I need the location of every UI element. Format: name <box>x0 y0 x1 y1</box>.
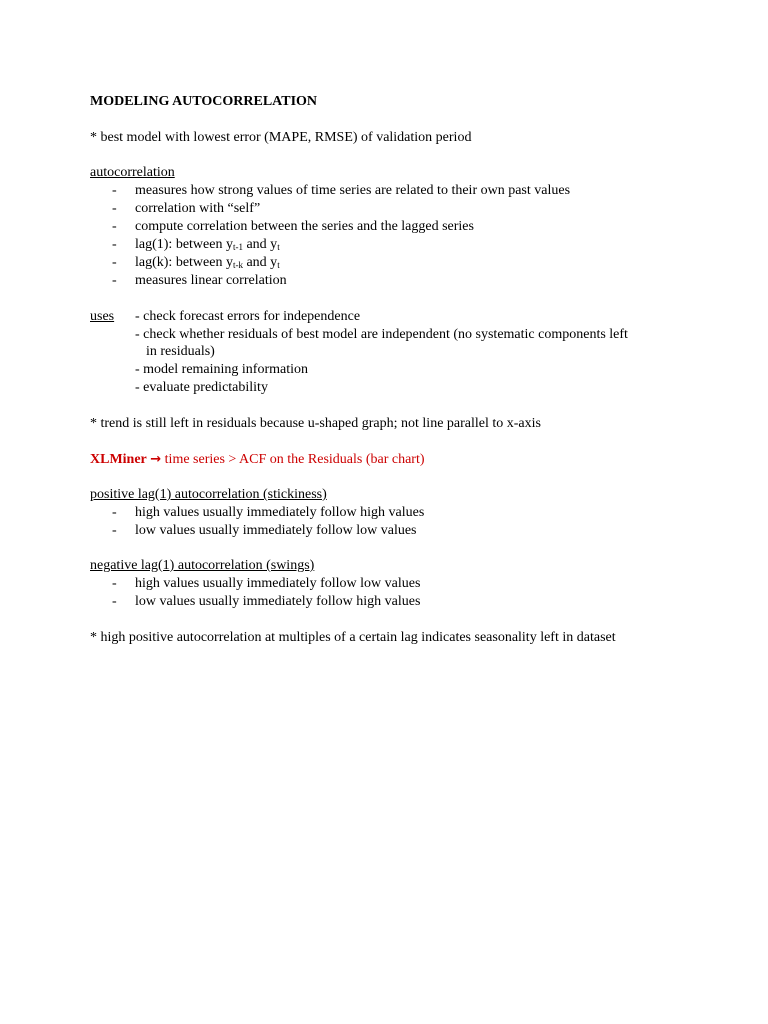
bullet-marker: - <box>112 237 117 252</box>
xlminer-instruction <box>90 451 425 469</box>
list-item-lag1 <box>135 236 280 254</box>
lagk-mid: and y <box>242 255 278 270</box>
uses-item: - model remaining information <box>135 362 309 377</box>
list-item: high values usually immediately follow high values <box>135 505 425 520</box>
xlminer-label: XLMiner <box>90 452 147 467</box>
bullet-marker: - <box>112 576 117 591</box>
lag1-sub2: t <box>277 242 280 252</box>
list-item-lagk <box>135 254 280 272</box>
lag1-prefix: lag(1): between y <box>135 237 233 252</box>
section-heading-uses: uses <box>90 309 115 324</box>
section-heading-autocorrelation: autocorrelation <box>90 165 175 180</box>
bullet-marker: - <box>112 273 117 288</box>
lag1-mid: and y <box>242 237 278 252</box>
bullet-marker: - <box>112 183 117 198</box>
bullet-marker: - <box>112 201 117 216</box>
note-trend: * trend is still left in residuals because u-shaped graph; not line parallel to x-axis <box>90 416 541 431</box>
page-title: MODELING AUTOCORRELATION <box>90 94 318 109</box>
list-item: low values usually immediately follow high values <box>135 594 421 609</box>
lagk-sub2: t <box>277 260 280 270</box>
xlminer-path: time series > ACF on the Residuals (bar chart) <box>161 452 425 467</box>
list-item: high values usually immediately follow low values <box>135 576 421 591</box>
lagk-sub1: t-k <box>232 260 243 270</box>
note-seasonality: * high positive autocorrelation at multiples of a certain lag indicates seasonality left in dataset <box>90 630 616 645</box>
arrow-right-icon: → <box>150 452 162 467</box>
bullet-marker: - <box>112 219 117 234</box>
list-item: low values usually immediately follow low values <box>135 523 417 538</box>
list-item: measures linear correlation <box>135 273 287 288</box>
list-item: correlation with “self” <box>135 201 261 216</box>
bullet-marker: - <box>112 523 117 538</box>
lag1-sub1: t-1 <box>232 242 243 252</box>
uses-item: - check forecast errors for independence <box>135 309 361 324</box>
uses-item: - check whether residuals of best model are independent (no systematic components left <box>135 327 628 342</box>
lagk-prefix: lag(k): between y <box>135 255 233 270</box>
list-item: measures how strong values of time series are related to their own past values <box>135 183 571 198</box>
bullet-marker: - <box>112 505 117 520</box>
bullet-marker: - <box>112 255 117 270</box>
list-item: compute correlation between the series and the lagged series <box>135 219 474 234</box>
note-best-model: * best model with lowest error (MAPE, RMSE) of validation period <box>90 130 472 145</box>
section-heading-negative-lag: negative lag(1) autocorrelation (swings) <box>90 558 315 573</box>
uses-item: - evaluate predictability <box>135 380 268 395</box>
uses-item-continuation: in residuals) <box>146 344 215 359</box>
bullet-marker: - <box>112 594 117 609</box>
section-heading-positive-lag: positive lag(1) autocorrelation (stickiness) <box>90 487 327 502</box>
